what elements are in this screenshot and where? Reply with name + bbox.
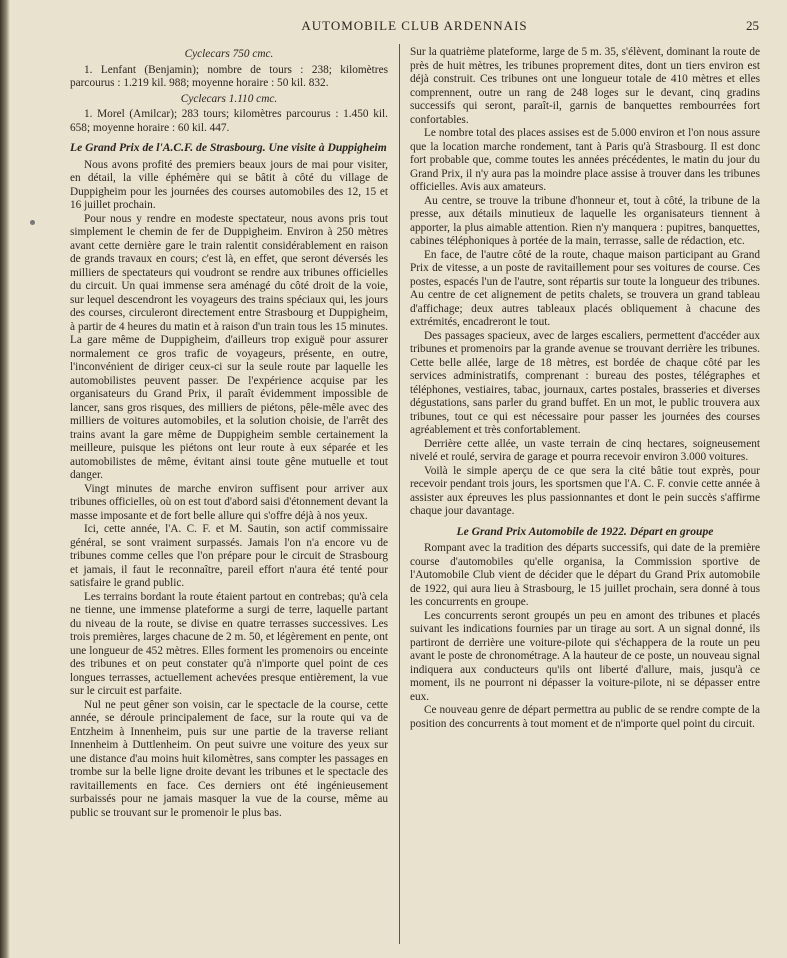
page-header <box>70 18 759 38</box>
page-number: 25 <box>746 18 759 33</box>
paragraph: Nous avons profité des premiers beaux jours de mai pour visiter, en détail, la ville éphémère qui se bâtit à côté du village de Duppigheim pour les journées des courses automobiles des 12, 15 et 16 juillet prochain. <box>70 158 388 211</box>
paragraph: Voilà le simple aperçu de ce que sera la cité bâtie tout exprès, pour recevoir pendant trois jours, les sportsmen que l'A. C. F. convie cette année à assister aux épreuves les plus passionnantes et dont le pein succès s'affirme chaque jour davantage. <box>410 464 760 517</box>
paragraph: Sur la quatrième plateforme, large de 5 m. 35, s'élèvent, dominant la route de près de huit mètres, les tribunes proprement dites, dont un tiers environ est déjà construit. Ces tribunes ont une longueur totale de 410 mètres et elles comprennent, outre un rang de 248 loges sur le devant, cinq gradins successifs qui seront, paraît-il, garnis de banquettes rembourrées fort confortables. <box>410 46 760 126</box>
article-heading-1922: Le Grand Prix Automobile de 1922. Départ en groupe <box>456 524 714 538</box>
right-column <box>410 46 760 936</box>
running-title: AUTOMOBILE CLUB ARDENNAIS <box>301 18 528 33</box>
paragraph: En face, de l'autre côté de la route, chaque maison participant au Grand Prix de vitesse, a un poste de ravitaillement pour ses voitures de course. Ces postes, espacés l'un de l'autre, sont répartis sur toute la longueur des tribunes. Au centre de cet alignement de petits chalets, se trouvera un grand tableau d'affichage; deux autres tableaux placés obliquement à chacune des extrémités, encadreront le tout. <box>410 248 760 328</box>
paragraph: Au centre, se trouve la tribune d'honneur et, tout à côté, la tribune de la presse, aux détails minutieux de laquelle les organisateurs tiennent à apporter, la plus aimable attention. Rien n'y manquera : pupitres, banquettes, cabines téléphoniques à portée de la main, terrasse, salle de rédaction, etc. <box>410 194 760 247</box>
results-subtitle-1110: Cyclecars 1.110 cmc. <box>180 92 278 105</box>
article-heading-strasbourg: Le Grand Prix de l'A.C.F. de Strasbourg. Une visite à Duppigheim <box>70 141 387 154</box>
results-entry-1110: 1. Morel (Amilcar); 283 tours; kilomètres parcourus : 1.450 kil. 658; moyenne horaire : 60 kil. 447. <box>70 108 388 134</box>
paragraph: Le nombre total des places assises est de 5.000 environ et l'on nous assure que la location marche rondement, tant à Paris qu'à Strasbourg. Il est donc fort probable que, comme toutes les années précédentes, le matin du jour du Grand Prix, il n'y aura pas la moindre place assise à trouver dans les tribunes officielles. Avis aux amateurs. <box>410 127 760 193</box>
results-entry-750: 1. Lenfant (Benjamin); nombre de tours : 238; kilomètres parcourus : 1.219 kil. 988; moyenne horaire : 50 kil. 832. <box>70 63 388 89</box>
book-spine-shadow <box>0 0 10 958</box>
results-subtitle-750: Cyclecars 750 cmc. <box>184 48 274 60</box>
paragraph: Rompant avec la tradition des départs successifs, qui date de la première course d'automobiles qu'elle organisa, la Commission sportive de l'Automobile Club vient de décider que le départ du Grand Prix automobile de 1922, qui aura lieu à Strasbourg, le 15 juillet prochain, sera donné à tous les concurrents en groupe. <box>410 542 760 608</box>
paragraph: Les concurrents seront groupés un peu en amont des tribunes et placés suivant les indications fournies par un tirage au sort. A un signal donné, ils partiront de derrière une voiture-pilote qui s'échappera de la route un peu avant le poste de chronométrage. A la hauteur de ce poste, un nouveau signal indiquera aux conducteurs qu'ils ont liberté d'allure, mais, jusqu'à ce moment, ils ne pourront ni dépasser la voiture-pilote, ni se dépasser entre eux. <box>410 609 760 703</box>
paragraph: Nul ne peut gêner son voisin, car le spectacle de la course, cette année, se déroule principalement de face, sur la route qui va de Entzheim à Innenheim, puis sur une partie de la traverse reliant Innenheim à Duttlenheim. On peut suivre une voiture des yeux sur une distance d'au moins huit kilomètres, sans compter les passages en trombe sur la belle ligne droite devant les tribunes et le spectacle des ravitaillements en face. Ces derniers ont été ingénieusement surbaissés pour ne jamais masquer la vue de la course, même au public se trouvant sur le promenoir le plus bas. <box>70 698 388 819</box>
paragraph: Derrière cette allée, un vaste terrain de cinq hectares, soigneusement nivelé et roulé, servira de garage et pourra recevoir environ 3.000 voitures. <box>410 437 760 463</box>
paragraph: Ici, cette année, l'A. C. F. et M. Sautin, son actif commissaire général, se sont vraiment surpassés. Jamais l'on n'a encore vu de tribunes comme celles que l'on prépare pour le circuit de Strasbourg et jamais, il faut le reconnaître, pareil effort n'aura été tenté pour satisfaire le grand public. <box>70 523 388 589</box>
paragraph: Ce nouveau genre de départ permettra au public de se rendre compte de la position des concurrents à tout moment et de n'importe quel point du circuit. <box>410 704 760 730</box>
paragraph: Vingt minutes de marche environ suffisent pour arriver aux tribunes officielles, où on est tout d'abord saisi d'étonnement devant la masse imposante et de fort belle allure qui s'offre déjà à nos yeux. <box>70 482 388 522</box>
column-divider <box>399 44 400 944</box>
left-column <box>70 46 388 936</box>
paragraph: Les terrains bordant la route étaient partout en contrebas; qu'à cela ne tienne, une immense plateforme a surgi de terre, laquelle partant du niveau de la route, se divise en quatre terrasses successives. Les trois premières, larges chacune de 2 m. 50, et légèrement en pente, ont une longueur de 452 mètres. Elles forment les promenoirs ou enceinte des tribunes et on peut constater qu'à n'importe quel point de ces longues terrasses, actuellement achevées presque entièrement, la vue sur le circuit est parfaite. <box>70 590 388 697</box>
paragraph: Pour nous y rendre en modeste spectateur, nous avons pris tout simplement le chemin de fer de Duppigheim. Environ à 250 mètres avant cette dernière gare le train ralentit considérablement en raison de grands travaux en cours; c'est là, en effet, que seront déversés les milliers de spectateurs qui voudront se rendre aux tribunes officielles du circuit. Un quai immense sera aménagé du côté droit de la voie, sur lequel descendront les voyageurs des trains spéciaux qui, les jours des courses, circuleront directement entre Strasbourg et Duppigheim, à partir de 4 heures du matin et à raison d'un train tous les 15 minutes. La gare même de Duppigheim, d'ailleurs trop exiguë pour assurer normalement ce gros trafic de voyageurs, présente, en outre, l'inconvénient de diriger ceux-ci sur la seule route par laquelle les automobilistes peuvent passer. De l'expérience acquise par les organisateurs du Grand Prix, il paraît évidemment impossible de lancer, sans gros risques, des milliers de piétons, pêle-mêle avec des milliers de voitures automobiles, et la solution choisie, de l'arrêt des trains avant la gare même de Duppigheim semble certainement la meilleure, puisque les piétons ont leur route à eux séparée et les automobilistes de même, évitant ainsi toute gêne mutuelle et tout danger. <box>70 212 388 481</box>
margin-mark <box>30 220 35 225</box>
paragraph: Des passages spacieux, avec de larges escaliers, permettent d'accéder aux tribunes et promenoirs par la grande avenue se trouvant derrière les tribunes. Cette belle allée, large de 18 mètres, est bordée de chaque côté par les services administratifs, comprenant : bureau des postes, télégraphes et téléphones, vestiaires, tabac, journaux, cartes postales, brasseries et diverses dégustations, sans parler du grand buffet. En un mot, le public trouvera aux tribunes, tout ce qui est nécessaire pour passer les journées des courses agréablement et très confortablement. <box>410 329 760 436</box>
